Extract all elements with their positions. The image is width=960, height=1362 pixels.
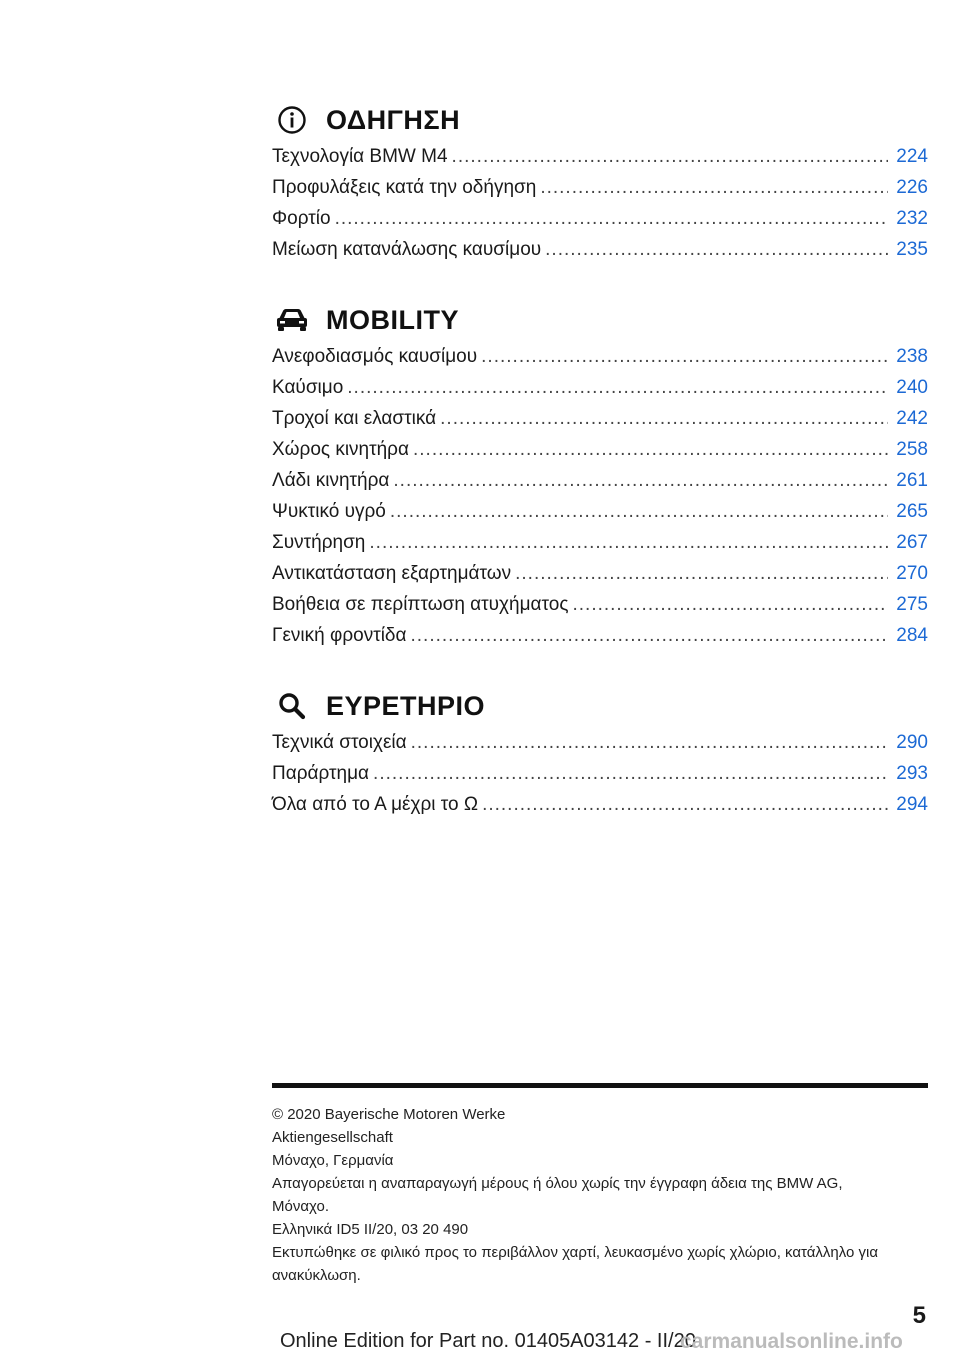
entry-page-link[interactable]: 290 [896,732,928,753]
toc-entry[interactable] [272,625,928,656]
entry-label: Βοήθεια σε περίπτωση ατυχήματος [272,594,569,615]
entry-page-link[interactable]: 224 [896,146,928,167]
entry-label: Μείωση κατανάλωσης καυσίμου [272,239,542,260]
section-header [272,300,928,340]
entry-label: Όλα από το Α μέχρι το Ω [272,794,479,815]
imprint-line: Απαγορεύεται η αναπαραγωγή μέρους ή όλου χωρίς την έγγραφη άδεια της BMW AG, [272,1175,843,1192]
entry-page-link[interactable]: 284 [896,625,928,646]
imprint-footer [272,1103,928,1287]
entry-page-link[interactable]: 275 [896,594,928,615]
entry-page-link[interactable]: 293 [896,763,928,784]
imprint-line: Aktiengesellschaft [272,1129,393,1146]
imprint-line: ανακύκλωση. [272,1267,361,1284]
entry-label: Φορτίο [272,208,331,229]
entry-label: Συντήρηση [272,532,366,553]
entry-label: Τεχνολογία BMW M4 [272,146,448,167]
entry-page-link[interactable]: 238 [896,346,928,367]
imprint-line: Ελληνικά ID5 II/20, 03 20 490 [272,1221,469,1238]
search-icon [272,686,312,726]
toc-entry[interactable] [272,439,928,470]
info-icon [272,100,312,140]
toc-entry[interactable] [272,594,928,625]
section-title: MOBILITY [326,304,459,335]
entry-label: Λάδι κινητήρα [272,470,390,491]
toc-entry[interactable] [272,208,928,239]
imprint-line: Μόναχο, Γερμανία [272,1152,394,1169]
section-driving [272,100,928,270]
toc-entry[interactable] [272,794,928,825]
toc-entry[interactable] [272,563,928,594]
toc-entry[interactable] [272,377,928,408]
entry-page-link[interactable]: 258 [896,439,928,460]
imprint-line: Εκτυπώθηκε σε φιλικό προς το περιβάλλον χαρτί, λευκασμένο χωρίς χλώριο, κατάλληλο για [272,1244,879,1261]
entry-label: Προφυλάξεις κατά την οδήγηση [272,177,537,198]
entry-page-link[interactable]: 235 [896,239,928,260]
section-title: ΕΥΡΕΤΗΡΙΟ [326,690,486,721]
entry-page-link[interactable]: 240 [896,377,928,398]
table-of-contents [272,100,928,855]
entry-label: Χώρος κινητήρα [272,439,409,460]
entry-label: Τεχνικά στοιχεία [272,732,407,753]
toc-entry[interactable] [272,146,928,177]
toc-entry[interactable] [272,532,928,563]
toc-entry[interactable] [272,501,928,532]
toc-entry[interactable] [272,177,928,208]
entry-label: Τροχοί και ελαστικά [272,408,437,429]
entry-page-link[interactable]: 242 [896,408,928,429]
section-mobility [272,300,928,656]
toc-entry[interactable] [272,239,928,270]
entry-label: Αντικατάσταση εξαρτημάτων [272,563,512,584]
watermark: carmanualsonline.info [680,1330,903,1353]
entry-page-link[interactable]: 270 [896,563,928,584]
entry-page-link[interactable]: 294 [896,794,928,815]
imprint-line: Μόναχο. [272,1198,329,1215]
entry-page-link[interactable]: 265 [896,501,928,522]
footer-divider [272,1083,928,1088]
car-icon [272,300,312,340]
entry-label: Ψυκτικό υγρό [272,501,386,522]
toc-entry[interactable] [272,470,928,501]
entry-label: Καύσιμο [272,377,344,398]
entry-page-link[interactable]: 226 [896,177,928,198]
edition-text: Online Edition for Part no. 01405A03142 - II/20 [280,1330,696,1352]
toc-entry[interactable] [272,763,928,794]
entry-page-link[interactable]: 232 [896,208,928,229]
section-header [272,686,928,726]
entry-label: Γενική φροντίδα [272,625,407,646]
imprint-line: © 2020 Bayerische Motoren Werke [272,1106,506,1123]
entry-page-link[interactable]: 267 [896,532,928,553]
toc-entry[interactable] [272,732,928,763]
section-header [272,100,928,140]
toc-entry[interactable] [272,408,928,439]
entry-page-link[interactable]: 261 [896,470,928,491]
toc-entry[interactable] [272,346,928,377]
entry-label: Παράρτημα [272,763,370,784]
page-number: 5 [912,1302,926,1329]
entry-label: Ανεφοδιασμός καυσίμου [272,346,478,367]
section-title: ΟΔΗΓΗΣΗ [326,104,461,135]
section-index [272,686,928,825]
